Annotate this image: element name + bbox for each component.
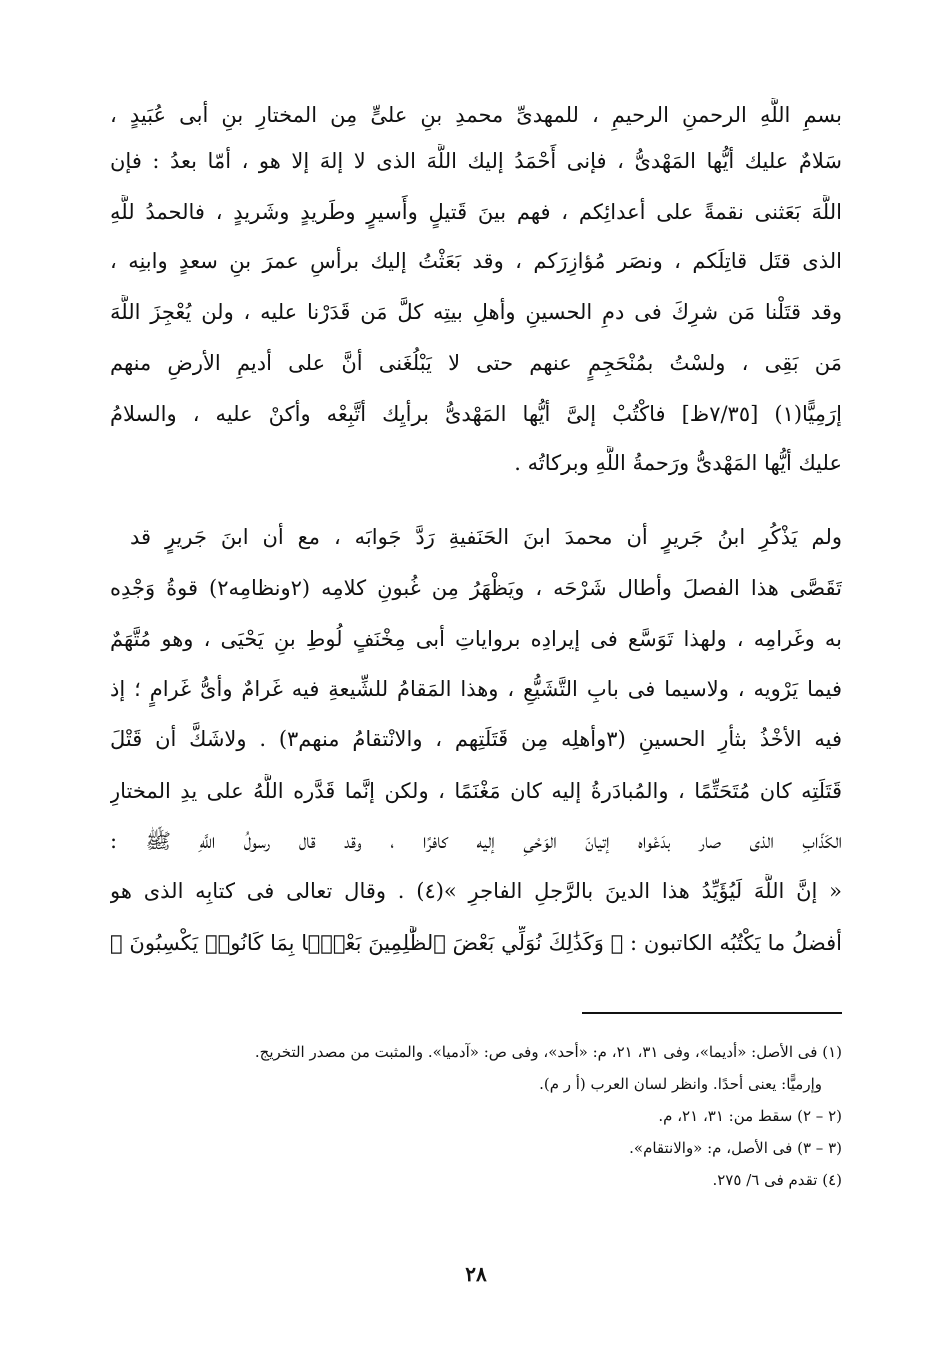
footnote: (٢ – ٢) سقط من: ٣١، ٢١، م. (658, 1107, 842, 1125)
body-line: الذى قتَل قاتِلَكم ، ونصَر مُؤازِرَكم ، وقد بَعَثْتُ إليك برأسِ عمرَ بنِ سعدٍ وابنِه ، (110, 249, 842, 273)
body-line: ولم يَذْكُرِ ابنُ جَريرٍ أن محمدَ ابنَ الحَنَفيةِ رَدَّ جَوابَه ، مع أن ابنَ جَريرٍ قد (130, 525, 842, 549)
body-line: فيما يَرْويه ، ولاسيما فى بابِ التَّشَيُّعِ ، وهذا المَقامُ للشِّيعةِ فيه غَرامٌ وأىُّ غَرامٍ ؛ إذ (110, 677, 842, 701)
footnote: (٤) تقدم فى ٦/ ٢٧٥. (712, 1171, 842, 1189)
body-line: وقد قتَلْنا مَن شرِكَ فى دمِ الحسينِ وأهلِ بيتِه كلَّ مَن قَدَرْنا عليه ، ولن يُعْجِزَ اللَّهَ (110, 300, 842, 324)
page-number: ٢٨ (465, 1262, 487, 1286)
footnote-divider (582, 1012, 842, 1014)
body-line: تَقَصَّى هذا الفصلَ وأطال شَرْحَه ، ويَظْهَرُ مِن غُبونِ كلامِه (٢ونظامِه٢) قوةُ وَجْدِه (110, 576, 842, 600)
body-line: أفضلُ ما يَكْتُبُه الكاتبون : ﴿ وَكَذَٰلِكَ نُوَلِّي بَعْضَ ٱلظَّٰلِمِينَ بَعْضًۢا بِمَا كَانُوا۟ يَكْسِبُونَ ﴾ (110, 931, 842, 955)
footnote: (٣ – ٣) فى الأصل، م: «والانتقام». (629, 1139, 842, 1157)
footnote: (١) فى الأصل: «أديما»، وفى ٣١، ٢١، م: «أحد»، وفى ص: «آدميا». والمثبت من مصدر التخريج. (254, 1043, 842, 1061)
body-line: « إنَّ اللَّهَ لَيُؤَيِّدُ هذا الدينَ بالرَّجلِ الفاجرِ »(٤) . وقال تعالى فى كتابِه الذى هو (110, 879, 842, 903)
body-line: إرَمِيًّا(١) [٧/٣٥ظ] فاكْتُبْ إلىَّ أيُّها المَهْدىُّ برأيِك أتَّبِعْه وأكنْ عليه ، والسلامُ (110, 402, 842, 426)
body-line: فيه الأخْذُ بثأرِ الحسينِ (٣وأهلِه مِن قَتَلَتِهم ، والانْتقامُ منهم٣) . ولاشَكَّ أن قَتْلَ (110, 727, 842, 751)
body-line: مَن بَقِى ، ولسْتُ بمُنْحَجِمٍ عنهم حتى لا يَبْلُغَنى أنَّ على أديمِ الأرضِ منهم (110, 351, 842, 375)
body-line: بسمِ اللَّهِ الرحمنِ الرحيمِ ، للمهدىِّ محمدِ بنِ علىٍّ مِن المختارِ بنِ أبى عُبَيدٍ ، (110, 103, 842, 127)
body-line: سَلامٌ عليك أيُّها المَهْدىُّ ، فإنى أَحْمَدُ إليك اللَّهَ الذى لا إلهَ إلا هو ، أمّا بعدُ : فإن (110, 149, 842, 173)
footnote: وإرميًّا: يعنى أحدًا. وانظر لسان العرب (أ ر م). (539, 1075, 822, 1093)
body-line: اللَّهَ بَعَثنى نقمةً على أعدائِكم ، فهم بينَ قَتيلٍ وأَسيرٍ وطَريدٍ وشَريدٍ ، فالحمدُ للَّهِ (110, 200, 842, 224)
body-line: به وغَرامِه ، ولهذا تَوَسَّع فى إيرادِه برواياتِ أبى مِخْنَفٍ لُوطِ بنِ يَحْيَى ، وهو مُتَّهَمٌ (110, 627, 842, 651)
body-line: الكَذّابِ الذى صار بدَعْواه إتيانَ الوَحْىِ إليه كافرًا ، وقد قال رسولُ اللَّهِ ﷺ : (110, 829, 842, 853)
body-line: عليك أيُّها المَهْدىُّ ورَحمةُ اللَّهِ وبركاتُه . (514, 451, 842, 475)
body-line: قَتَلَتِه كان مُتَحَتِّمًا ، والمُبادَرةُ إليه كان مَغْنَمًا ، ولكن إنَّما قَدَّره اللَّهُ على يدِ المختارِ (110, 779, 842, 803)
